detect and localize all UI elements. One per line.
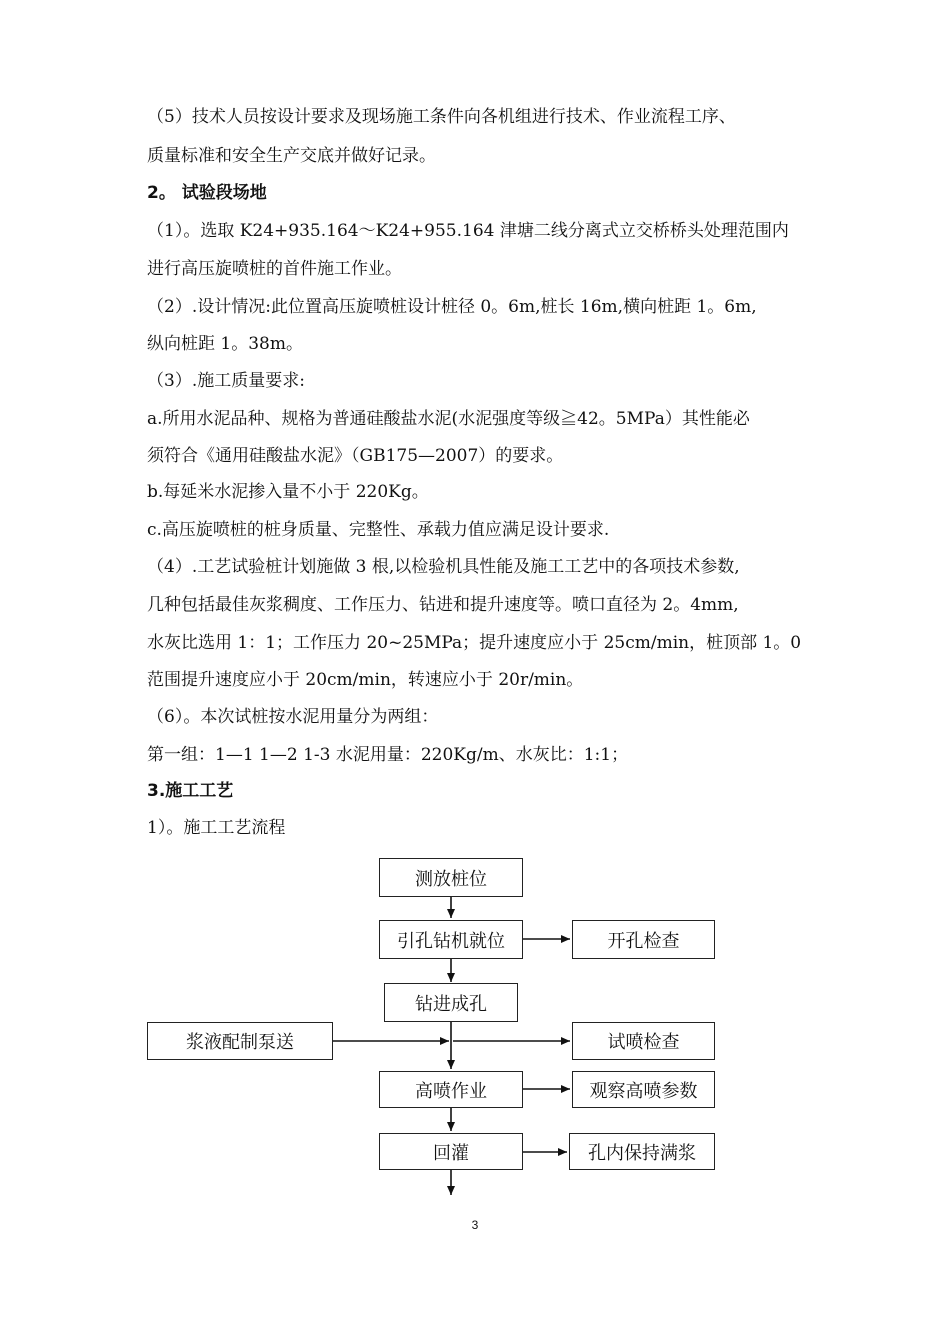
paragraph-line: 范围提升速度应小于 20cm/min，转速应小于 20r/min。 [147,670,584,690]
flow-box-slurry-prep: 浆液配制泵送 [147,1022,333,1060]
flow-box-test-spray: 试喷检查 [572,1022,715,1060]
paragraph-line: b.每延米水泥掺入量不小于 220Kg。 [147,482,429,502]
flow-box-backfill: 回灌 [379,1133,523,1170]
flow-box-hole-check: 开孔检查 [572,920,715,959]
paragraph-line: a.所用水泥品种、规格为普通硅酸盐水泥(水泥强度等级≧42。5MPa）其性能必 [147,409,750,429]
section-heading: 2。 试验段场地 [147,183,267,203]
flow-box-drill-positioning: 引孔钻机就位 [379,920,523,959]
paragraph-line: （5）技术人员按设计要求及现场施工条件向各机组进行技术、作业流程工序、 [147,107,736,127]
paragraph-line: （3）.施工质量要求: [147,371,305,391]
flow-box-survey-pile: 测放桩位 [379,858,523,897]
paragraph-line: （6）。本次试桩按水泥用量分为两组： [147,707,439,727]
paragraph-line: （4）.工艺试验桩计划施做 3 根,以检验机具性能及施工工艺中的各项技术参数, [147,557,740,577]
section-heading: 3.施工工艺 [147,781,234,801]
flow-box-keep-full: 孔内保持满浆 [569,1133,715,1170]
paragraph-line: 进行高压旋喷桩的首件施工作业。 [147,259,402,279]
paragraph-line: 须符合《通用硅酸盐水泥》（GB175—2007）的要求。 [147,446,564,466]
paragraph-line: c.高压旋喷桩的桩身质量、完整性、承载力值应满足设计要求. [147,520,610,540]
flow-box-observe-params: 观察高喷参数 [572,1071,715,1108]
flow-box-drilling: 钻进成孔 [384,983,518,1022]
flow-box-jet-grouting: 高喷作业 [379,1071,523,1108]
page-number: 3 [471,1218,479,1232]
paragraph-line: 水灰比选用 1：1；工作压力 20~25MPa；提升速度应小于 25cm/min，桩顶部 1。0 [147,633,802,653]
paragraph-line: （1）。选取 K24+935.164～K24+955.164 津塘二线分离式立交桥桥头处理范围内 [147,221,789,241]
paragraph-line: （2）.设计情况:此位置高压旋喷桩设计桩径 0。6m,桩长 16m,横向桩距 1。6m, [147,297,757,317]
paragraph-line: 1）。施工工艺流程 [147,818,286,838]
paragraph-line: 几种包括最佳灰浆稠度、工作压力、钻进和提升速度等。喷口直径为 2。4mm, [147,595,739,615]
paragraph-line: 纵向桩距 1。38m。 [147,334,303,354]
paragraph-line: 质量标准和安全生产交底并做好记录。 [147,146,436,166]
paragraph-line: 第一组：1—1 1—2 1-3 水泥用量：220Kg/m、水灰比：1:1； [147,745,629,765]
